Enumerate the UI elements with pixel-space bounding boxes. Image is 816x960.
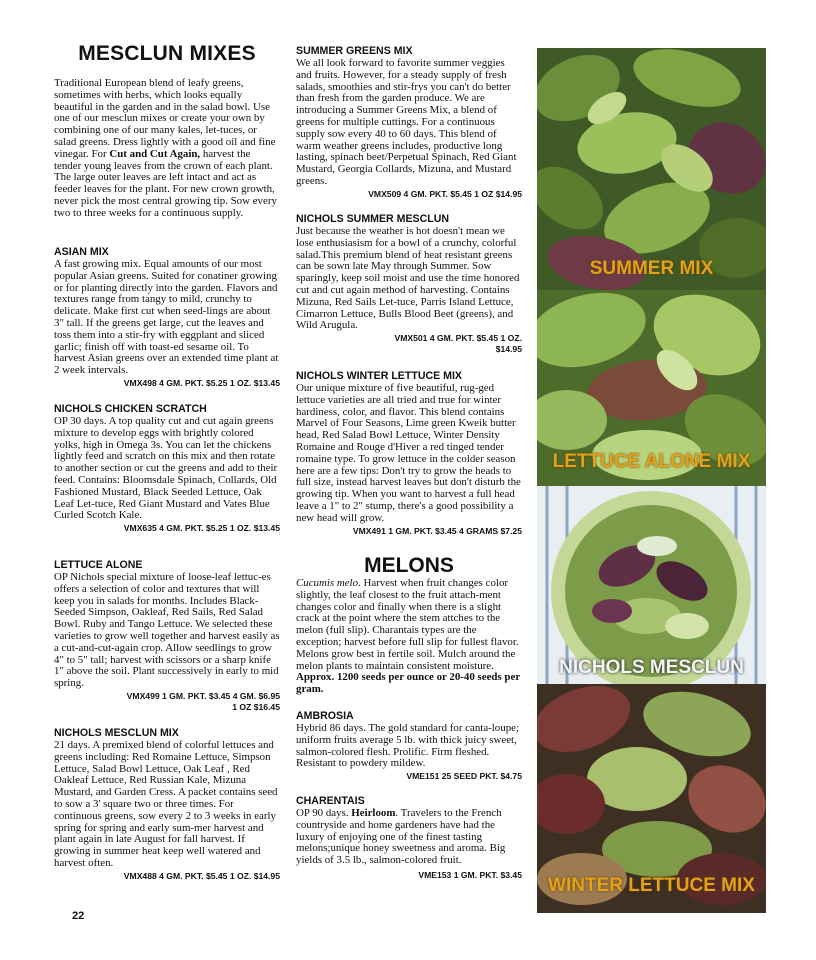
chicken-scratch-section — [54, 403, 280, 534]
nichols-mesclun-mix-heading: NICHOLS MESCLUN MIX — [54, 727, 179, 739]
summer-mix-label: SUMMER MIX — [589, 258, 714, 279]
winter-lettuce-description: Our unique mixture of five beautiful, rug-ged lettuce varieties are all tried and true for winter hardiness, color, and flavor. This blend contains Marvel of Four Seasons, Lime green Kweik butter head, Red Salad Bowl Lettuce, Winter Density Romaine and Rouge d'Hiver a red tinged tender romaine type. To grow lettuce in the colder season here are a few tips: Don't try to grow the heads to full size, instead harvest leaves but don't disturb the growing tip. When you want to harvest a full head leave a 1" to 2" stump, there's a good possibility a new head will grow. — [296, 382, 521, 524]
summer-mesclun-heading: NICHOLS SUMMER MESCLUN — [296, 213, 450, 225]
charentais-heading: CHARENTAIS — [296, 795, 365, 807]
lettuce-alone-heading: LETTUCE ALONE — [54, 559, 143, 571]
melons-title: MELONS — [364, 554, 454, 577]
charentais-description: OP 90 days. Heirloom. Travelers to the French countryside and home gardeners have had the luxury of enjoying one of the finest tasting melons;unique honey sweetness and aroma. Big yields of 3.5 lb., salmon-colored fruit. — [296, 807, 506, 867]
nichols-mesclun-mix-description: 21 days. A premixed blend of colorful lettuces and greens including: Red Romaine Lettuce, Simpson Lettuce, Salad Bowl Lettuce, Oak Leaf , Red Oakleaf Lettuce, Red Russian Kale, Mizuna Mustard, and Garden Cress. A packet contains seed to sow a 3' square two or three times. For continuous greens, sow every 2 to 3 weeks in early spring for spring and early sum-mer harvest and plant again in late August for fall harvest. If growing in summer heat keep well watered and harvest often. — [54, 739, 278, 869]
nichols-mesclun-mix-section — [54, 727, 280, 882]
charentais-section — [296, 795, 522, 881]
page-number: 22 — [72, 910, 85, 922]
chicken-scratch-description: OP 30 days. A top quality cut and cut again greens mixture to develop eggs with brightly colored yolks, high in Omega 3s. You can let the chickens lightly feed and scratch on this mix and then rotate to another section or cut the greens and add to their feed. Contains: Bloomsdale Spinach, Collards, Old Fashioned Mustard, Black Seeded Lettuce, Oak Leaf Let-tuce, Red Giant Mustard and Vates Blue Curled Scotch Kale. — [54, 415, 278, 522]
summer-mesclun-description: Just because the weather is hot doesn't mean we lose enthusiasism for a bowl of a crunchy, colorful salad.This premium blend of heat resistant greens can be sown late May through Summer. Sow sparingly, keep soil moist and use the time honored cut and cut again method of harvesting. Contains Mizuna, Red Sails Let-tuce, Parris Island Lettuce, Cimarron Lettuce, Bulls Blood Beet (greens), and Wild Arugula. — [296, 225, 520, 332]
summer-mesclun-sku-line1: VMX501 4 GM. PKT. $5.45 1 OZ. — [394, 333, 522, 344]
ambrosia-section — [296, 710, 522, 782]
intro-text: Traditional European blend of leafy greens, sometimes with herbs, which looks equally beautiful in the garden and in the salad bowl. Use one of our mesclun mixes or create your own by combining one of our many kales, let-tuces, or salad greens. Dress lightly with a good oil and fine vinegar. For Cut and Cut Again, harvest the tender young leaves from the crown of each plant. The large outer leaves are left intact and act as feeder leaves for the plant. For new crown growth, never pick the most central growing tip. Sow every two to three weeks for a continuous supply. — [54, 77, 277, 219]
summer-greens-section — [296, 45, 522, 200]
asian-mix-sku: VMX498 4 GM. PKT. $5.25 1 OZ. $13.45 — [123, 377, 280, 388]
summer-mesclun-section — [296, 213, 522, 355]
asian-mix-description: A fast growing mix. Equal amounts of our most popular Asian greens. Suited for conatiner growing or for planting directly into the garden. Flavors and textures range from tangy to mild, crunchy to delicate. Make first cut when seed-lings are about 3" tall. If the greens get large, cut the leaves and toss them into a stir-fry with eggplant and sliced garlic; finish off with toast-ed sesame oil. To harvest Asian greens over an extended time plant at 2 week intervals. — [54, 258, 279, 377]
charentais-sku: VME153 1 GM. PKT. $3.45 — [418, 869, 522, 880]
melons-section — [296, 578, 522, 696]
asian-mix-section — [54, 246, 280, 389]
summer-mesclun-sku-line2: $14.95 — [495, 344, 522, 355]
intro-section — [54, 78, 280, 220]
page-title: MESCLUN MIXES — [78, 42, 256, 65]
lettuce-alone-section — [54, 559, 280, 713]
ambrosia-heading: AMBROSIA — [296, 710, 354, 722]
winter-lettuce-heading: NICHOLS WINTER LETTUCE MIX — [296, 370, 462, 382]
winter-lettuce-sku: VMX491 1 GM. PKT. $3.45 4 GRAMS $7.25 — [352, 525, 522, 536]
melons-description: Cucumis melo. Harvest when fruit changes color slightly, the leaf closest to the fruit attach-ment changes color and finally when there is a slight crack at the point where the stem attches to the melon (full slip). Charantais types are the exception; harvest before full slip for fullest flavor. Melons grow best in fertile soil. Mulch around the melon plants to maintain consistent moisture. Approx. 1200 seeds per ounce or 20-40 seeds per gram. — [296, 577, 520, 696]
nichols-mesclun-mix-sku: VMX488 4 GM. PKT. $5.45 1 OZ. $14.95 — [123, 870, 280, 881]
lettuce-alone-mix-photo — [537, 290, 766, 486]
winter-lettuce-mix-label: WINTER LETTUCE MIX — [548, 875, 755, 896]
asian-mix-heading: ASIAN MIX — [54, 246, 109, 258]
lettuce-alone-sku-line2: 1 OZ $16.45 — [232, 701, 280, 712]
summer-greens-description: We all look forward to favorite summer veggies and fruits. However, for a steady supply of fresh salads, smoothies and stir-frys you can't do better than fresh from the garden produce. We are introducing a Summer Greens Mix, a blend of greens for multiple cuttings. For a continuous supply sow every 40 to 60 days. This blend of warm weather greens includes, productive long lasting, spinach beet/Perpetual Spinach, Red Giant Mustard, Georgia Collards, Mizuna, and Mustard greens. — [296, 57, 517, 187]
summer-greens-heading: SUMMER GREENS MIX — [296, 45, 413, 57]
lettuce-alone-sku-line1: VMX499 1 GM. PKT. $3.45 4 GM. $6.95 — [126, 690, 280, 701]
nichols-mesclun-label: NICHOLS MESCLUN — [559, 657, 744, 678]
ambrosia-description: Hybrid 86 days. The gold standard for canta-loupe; uniform fruits average 5 lb. with thick juicy sweet, salmon-colored flesh. Prolific. Firm fleshed. Resistant to powdery mildew. — [296, 722, 519, 770]
summer-mix-photo — [537, 48, 766, 290]
winter-lettuce-section — [296, 370, 522, 537]
nichols-mesclun-photo — [537, 486, 766, 684]
chicken-scratch-heading: NICHOLS CHICKEN SCRATCH — [54, 403, 207, 415]
ambrosia-sku: VME151 25 SEED PKT. $4.75 — [406, 771, 522, 782]
summer-greens-sku: VMX509 4 GM. PKT. $5.45 1 OZ $14.95 — [368, 188, 522, 199]
winter-lettuce-mix-photo — [537, 684, 766, 913]
lettuce-alone-mix-label: LETTUCE ALONE MIX — [552, 451, 751, 472]
chicken-scratch-sku: VMX635 4 GM. PKT. $5.25 1 OZ. $13.45 — [123, 523, 280, 534]
lettuce-alone-description: OP Nichols special mixture of loose-leaf lettuc-es offers a selection of color and textures that will keep you in salads for months. Includes Black-Seeded Simpson, Oakleaf, Red Sails, Red Salad Bowl. Ruby and Tango Lettuce. We selected these varieties to grow well together and harvest easily as a cut-and-cut-again crop. Allow seedlings to grow 4" to 5" tall; harvest with scissors or a sharp knife 1" above the soil. Plant successively in early to mid spring. — [54, 571, 280, 690]
